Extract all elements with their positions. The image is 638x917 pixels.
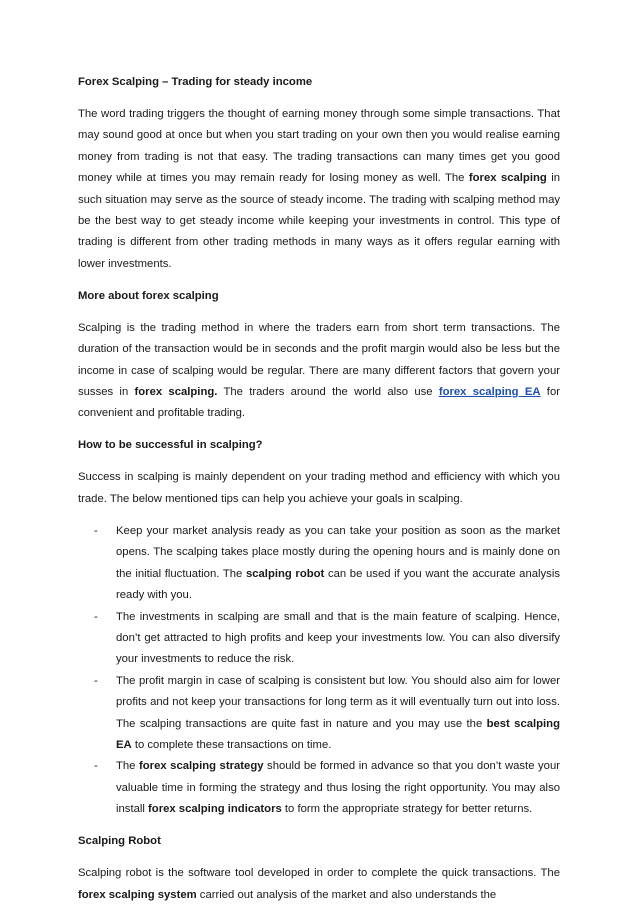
list-dash-marker: - (94, 760, 98, 773)
text-run: The word trading triggers the thought of earning money through some simple transactions. That may sound good at once but when you start trading on your own then you would realise earning money from trading is not that easy. The trading transactions can many times get you good money while at times you may remain ready for losing money as well. The (78, 108, 560, 185)
list-item (78, 756, 560, 820)
body-paragraph (78, 104, 560, 275)
body-paragraph (78, 318, 560, 425)
list-item (78, 521, 560, 607)
text-run: for convenient and profitable trading. (78, 386, 560, 420)
text-run: to form the appropriate strategy for better returns. (281, 803, 533, 816)
text-run: The profit margin in case of scalping is consistent but low. You should also aim for lower profits and not keep your transactions for long term as it will eventually turn out into loss. The scalping transactions are quite fast in nature and you may use the (116, 674, 560, 730)
body-paragraph (78, 467, 560, 510)
text-run: carried out analysis of the market and also understands the (196, 888, 497, 901)
text-run: in such situation may serve as the source of steady income. The trading with scalping method may be the best way to get steady income while keeping your investments in control. This type of trading is different from other trading methods in many ways as it offers regular earning with lower investments. (78, 172, 561, 270)
bold-keyword: forex scalping strategy (139, 760, 264, 773)
bold-keyword: forex scalping system (78, 888, 197, 901)
section-heading: Scalping Robot (78, 835, 161, 848)
section-heading: Forex Scalping – Trading for steady income (78, 76, 313, 88)
bold-keyword: scalping robot (245, 567, 325, 580)
text-run: Scalping is the trading method in where the traders earn from short term transactions. The duration of the transaction would be in seconds and the profit margin would also be less but the income in case of scalping would be regular. There are many different factors that govern your susses in (78, 321, 560, 399)
bold-keyword: forex scalping. (134, 386, 218, 399)
text-run: should be formed in advance so that you don’t waste your valuable time in forming the strategy and thus losing the right opportunity. You may also install (116, 760, 560, 816)
text-run: The (116, 760, 140, 773)
list-item (78, 607, 560, 671)
section-heading: How to be successful in scalping? (78, 439, 263, 452)
text-run: Scalping robot is the software tool developed in order to complete the quick transactions. The (78, 867, 560, 880)
document-page (78, 72, 560, 917)
body-paragraph (78, 863, 560, 906)
list-dash-marker: - (94, 610, 98, 623)
tips-list (78, 521, 560, 821)
list-dash-marker: - (94, 524, 98, 537)
inline-link[interactable]: forex scalping EA (438, 386, 541, 399)
bold-keyword: forex scalping (468, 172, 547, 185)
text-run: The traders around the world also use (217, 386, 439, 399)
bold-keyword: best scalping EA (116, 717, 560, 751)
bold-keyword: forex scalping indicators (148, 803, 282, 816)
text-run: Keep your market analysis ready as you can take your position as soon as the market opens. The scalping takes place mostly during the opening hours and is mainly done on the initial fluctuation. The (116, 524, 560, 580)
text-run: The investments in scalping are small and that is the main feature of scalping. Hence, don’t get attracted to high profits and keep your investments low. You can also diversify your investments to reduce the risk. (116, 610, 560, 666)
section-heading: More about forex scalping (78, 289, 219, 302)
text-run: can be used if you want the accurate analysis ready with you. (116, 567, 560, 602)
list-item (78, 671, 560, 757)
list-dash-marker: - (94, 674, 98, 687)
text-run: Success in scalping is mainly dependent on your trading method and efficiency with which you trade. The below mentioned tips can help you achieve your goals in scalping. (78, 471, 560, 505)
text-run: to complete these transactions on time. (131, 738, 332, 751)
